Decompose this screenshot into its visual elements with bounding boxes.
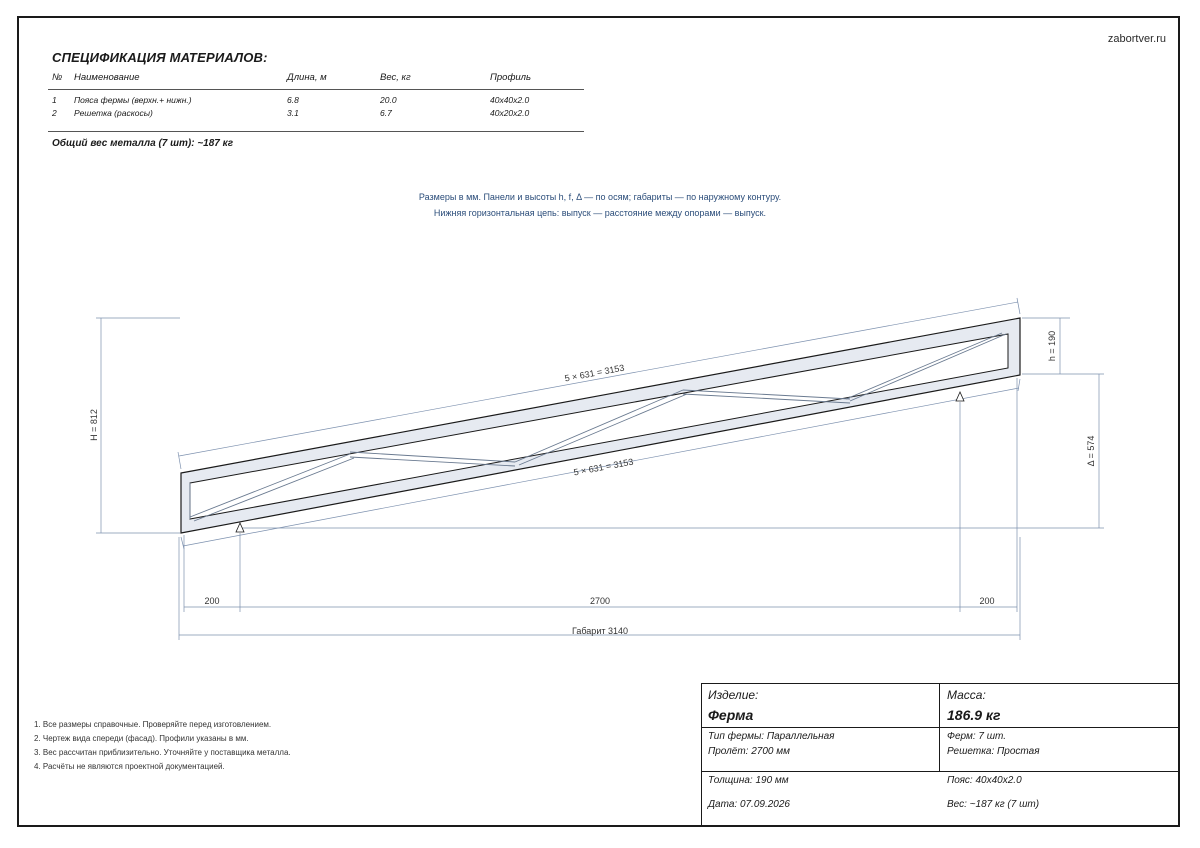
remarks xyxy=(34,718,291,774)
dim-height-h xyxy=(1022,318,1104,374)
col-length: Длина, м xyxy=(283,70,376,90)
cell: Решетка (раскосы) xyxy=(70,106,283,132)
dim-height-H-label: H = 812 xyxy=(89,409,99,441)
col-weight: Вес, кг xyxy=(376,70,486,90)
dim-height-h-label: h = 190 xyxy=(1047,330,1057,362)
total-weight: Общий вес металла (7 шт): ~187 кг xyxy=(52,138,234,149)
cell: 6.7 xyxy=(376,106,486,132)
dim-top-panels-label: 5 × 631 = 3153 xyxy=(563,362,626,384)
cell: 20.0 xyxy=(380,95,397,105)
truss-count: Ферм: 7 шт. xyxy=(947,731,1007,742)
truss-inner-opening xyxy=(190,334,1008,519)
mass-label: Масса: xyxy=(947,688,986,702)
cell: 40x40x2.0 xyxy=(490,95,530,105)
col-profile: Профиль xyxy=(486,70,584,90)
weight-value: Вес: ~187 кг (7 шт) xyxy=(947,799,1040,810)
truss-type: Тип фермы: Параллельная xyxy=(708,731,835,742)
site-label: zabortver.ru xyxy=(1107,33,1166,45)
date-value: Дата: 07.09.2026 xyxy=(708,799,790,810)
cell: 3.1 xyxy=(283,106,376,132)
note-line-1: Размеры в мм. Панели и высоты h, f, Δ — по осям; габариты — по наружному контуру. xyxy=(418,192,782,202)
dim-height-H xyxy=(96,318,180,533)
title-block xyxy=(701,683,1180,827)
support-left xyxy=(236,523,244,532)
remark: 1. Все размеры справочные. Проверяйте перед изготовлением. xyxy=(34,720,272,729)
span-value: Пролёт: 2700 мм xyxy=(708,746,790,757)
thickness-value: Толщина: 190 мм xyxy=(708,775,789,786)
cell: 2 xyxy=(48,106,70,132)
col-name: Наименование xyxy=(70,70,283,90)
product-label: Изделие: xyxy=(708,688,759,702)
dim-overhang-right-label: 200 xyxy=(979,596,995,606)
cell: 40x20x2.0 xyxy=(486,106,584,132)
dim-bottom-panels-label: 5 × 631 = 3153 xyxy=(572,456,635,478)
remark: 3. Вес рассчитан приблизительно. Уточняйте у поставщика металла. xyxy=(34,748,291,757)
title-block-divider-h1 xyxy=(701,727,1180,728)
mass-value: 186.9 кг xyxy=(947,707,1001,723)
cell: Пояса фермы (верхн.+ нижн.) xyxy=(74,95,192,105)
dim-span-label: 2700 xyxy=(589,596,611,606)
cell: 6.8 xyxy=(287,95,299,105)
product-value: Ферма xyxy=(708,707,754,723)
col-num: № xyxy=(48,70,70,90)
remark: 4. Расчёты не являются проектной документацией. xyxy=(34,762,225,771)
title-block-divider-h2 xyxy=(701,771,1180,772)
note-line-2: Нижняя горизонтальная цепь: выпуск — расстояние между опорами — выпуск. xyxy=(433,208,767,218)
remark: 2. Чертеж вида спереди (фасад). Профили указаны в мм. xyxy=(34,734,249,743)
chord-profile: Пояс: 40x40x2.0 xyxy=(947,775,1022,786)
dim-overhang-left-label: 200 xyxy=(204,596,220,606)
support-right xyxy=(956,392,964,401)
cell: 1 xyxy=(52,95,57,105)
dim-overall-label: Габарит 3140 xyxy=(571,626,629,636)
spec-title: СПЕЦИФИКАЦИЯ МАТЕРИАЛОВ: xyxy=(52,50,268,65)
dim-delta-label: Δ = 574 xyxy=(1086,435,1096,467)
lattice-type: Решетка: Простая xyxy=(947,746,1040,757)
